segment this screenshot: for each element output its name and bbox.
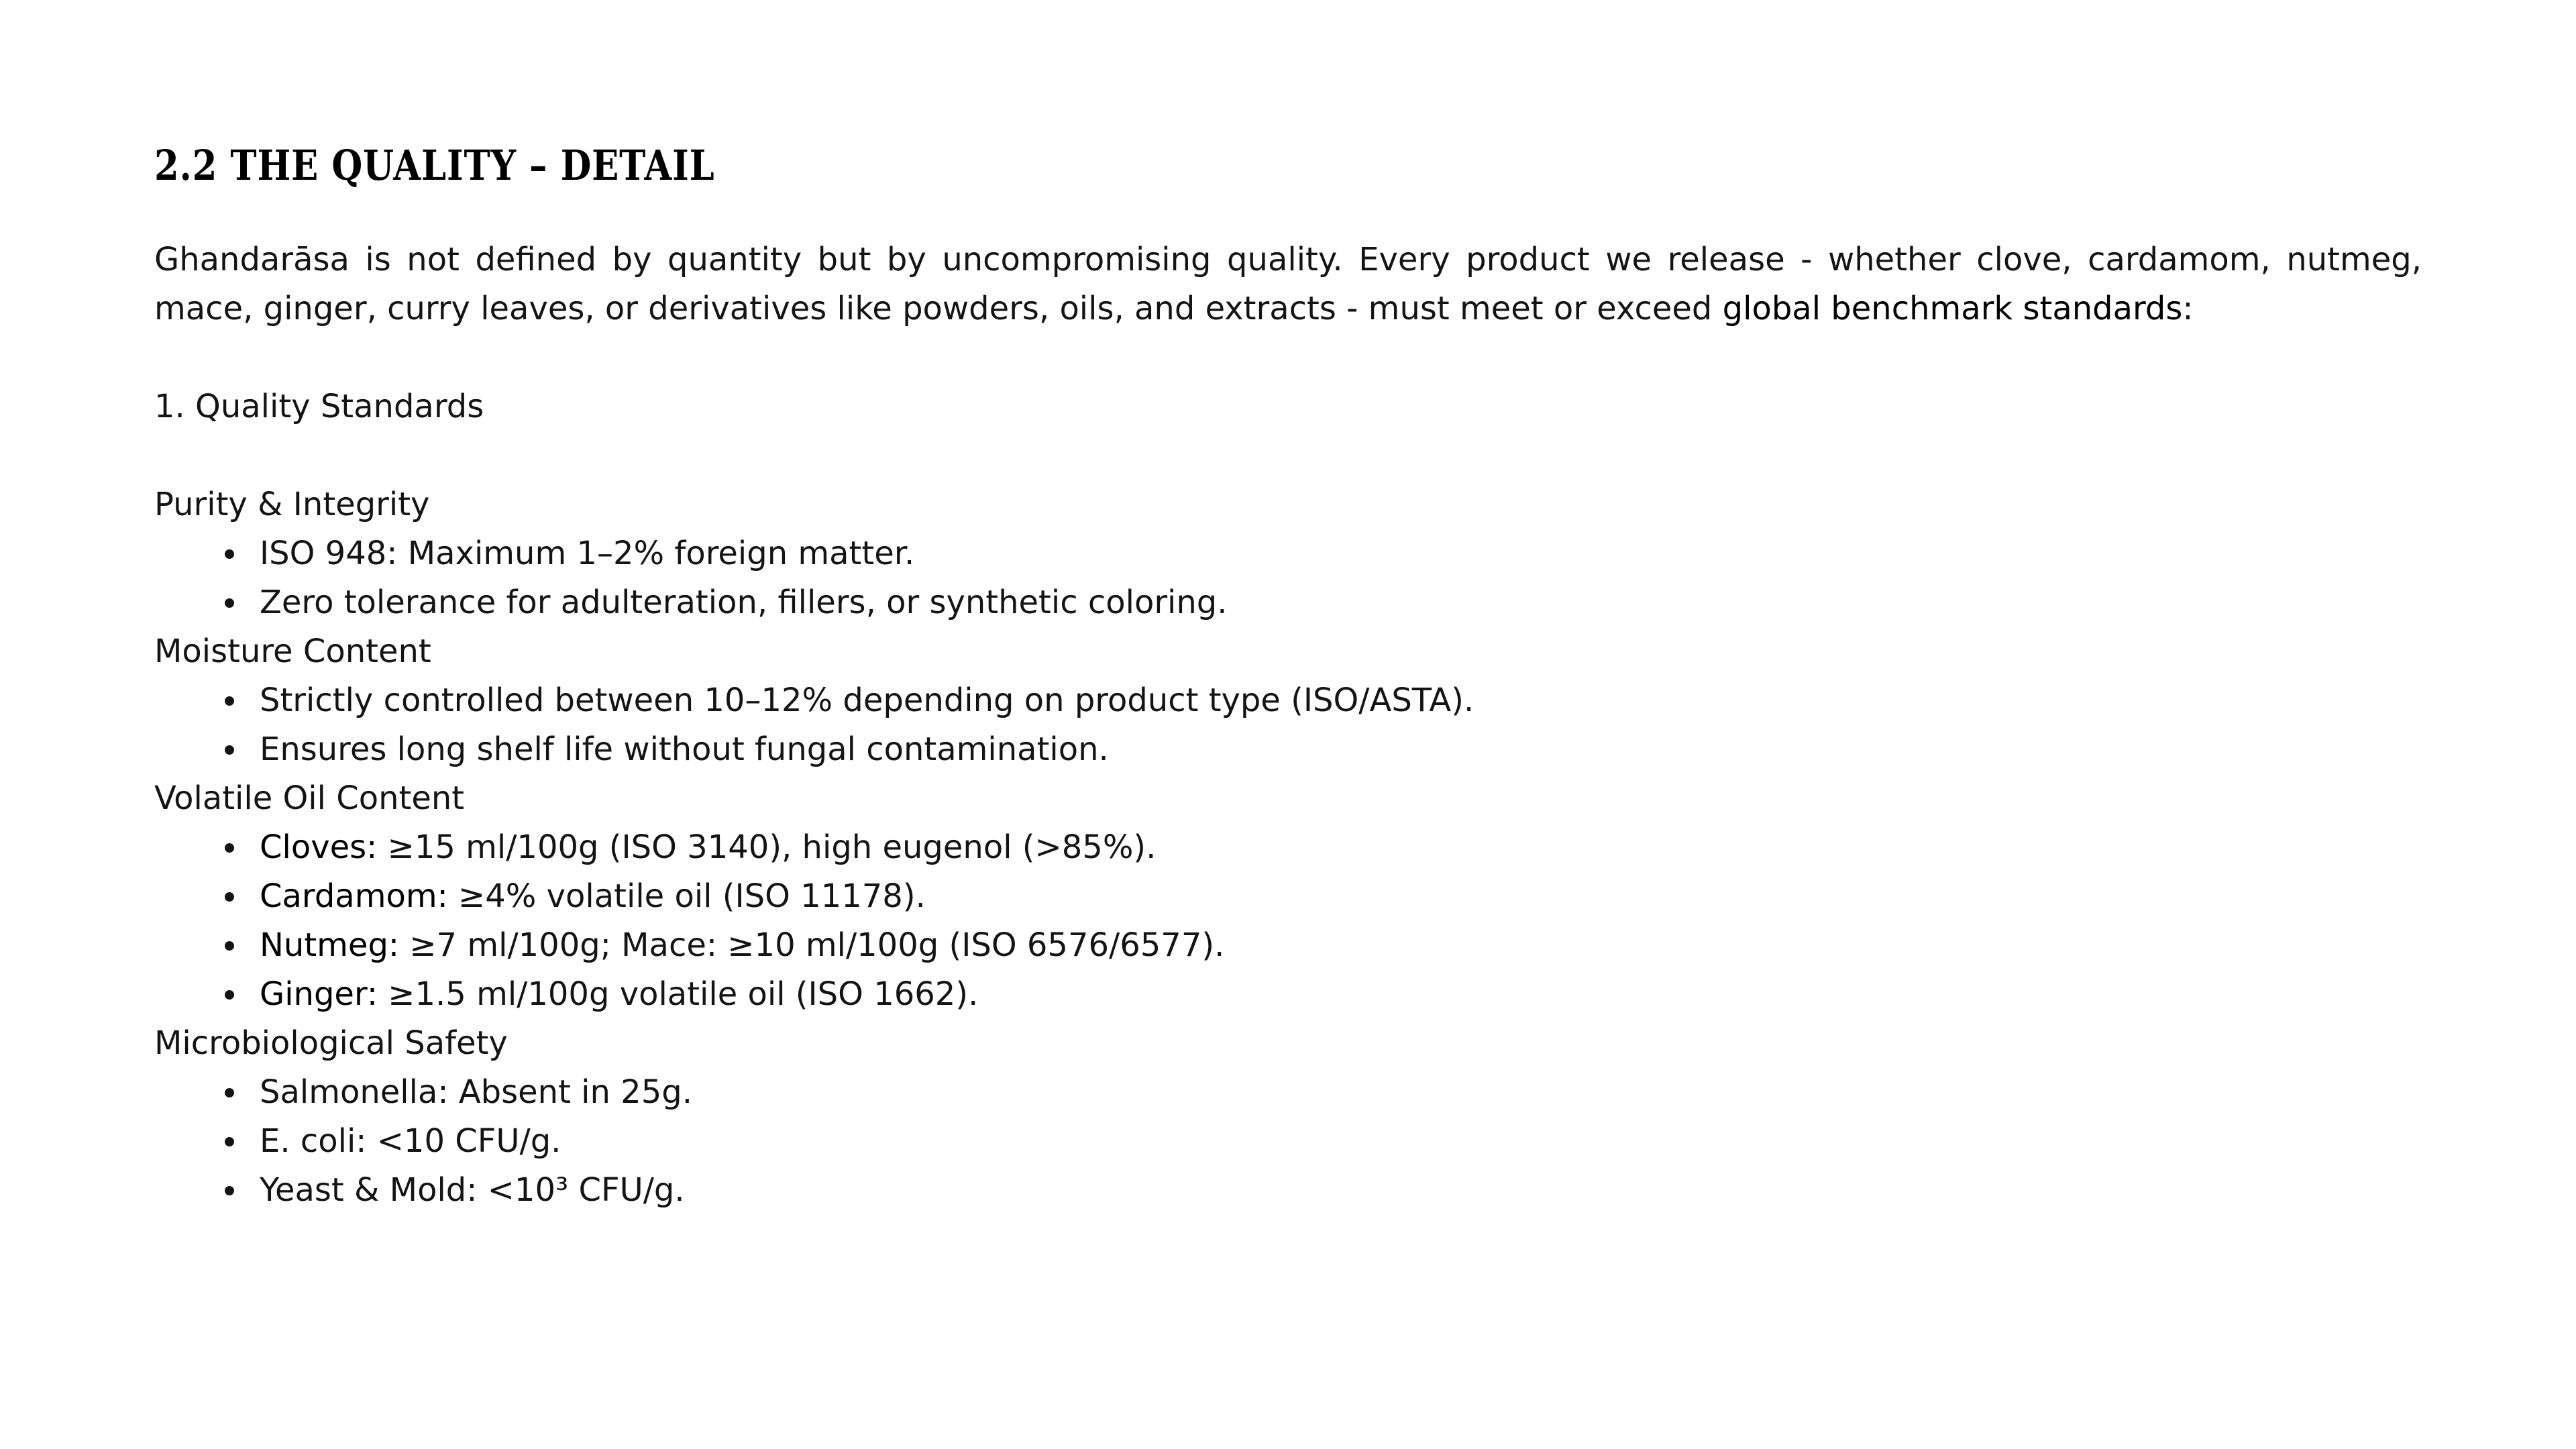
item-text: E. coli: <10 CFU/g. [260, 1122, 561, 1160]
list-item [154, 1068, 2422, 1117]
section-title: 2.2 THE QUALITY – DETAIL [154, 141, 715, 190]
item-text: Zero tolerance for adulteration, fillers, or synthetic coloring. [260, 584, 1228, 621]
list-item [154, 676, 2422, 725]
item-text: Yeast & Mold: <10³ CFU/g. [260, 1171, 685, 1209]
bullet-icon [225, 990, 234, 1000]
item-text: ≥4% volatile oil (ISO 11178). [447, 877, 926, 915]
bullet-list [154, 676, 2422, 774]
list-item [154, 529, 2422, 578]
standard-group-volatile-oil [154, 774, 2422, 1019]
bullet-icon [225, 549, 234, 559]
bullet-icon [225, 941, 234, 951]
standard-group-microbiological [154, 1019, 2422, 1215]
item-lead: Ginger: [260, 975, 378, 1013]
bullet-icon [225, 892, 234, 902]
bullet-icon [225, 843, 234, 853]
bullet-list [154, 529, 2422, 627]
item-text: ≥7 ml/100g; Mace: ≥10 ml/100g (ISO 6576/6577). [399, 926, 1225, 964]
list-item [154, 970, 2422, 1019]
bullet-icon [225, 745, 234, 755]
standard-group-purity [154, 480, 2422, 627]
group-title: Volatile Oil Content [154, 780, 465, 817]
list-item [154, 578, 2422, 627]
intro-emphasis: global benchmark standards [1722, 290, 2183, 327]
item-lead: Cloves: [260, 828, 378, 866]
item-text: ≥1.5 ml/100g volatile oil (ISO 1662). [378, 975, 979, 1013]
bullet-list [154, 1068, 2422, 1215]
group-title: Microbiological Safety [154, 1024, 508, 1062]
quality-standards-heading: 1. Quality Standards [154, 388, 484, 425]
intro-suffix: : [2182, 290, 2194, 327]
bullet-icon [225, 598, 234, 608]
item-text: Ensures long shelf life without fungal contamination. [260, 731, 1109, 768]
standard-group-moisture [154, 627, 2422, 774]
item-text: ≥15 ml/100g (ISO 3140), high eugenol (>85%). [377, 828, 1157, 866]
bullet-icon [225, 1088, 234, 1097]
list-item [154, 921, 2422, 970]
item-text: ISO 948: Maximum 1–2% foreign matter. [260, 535, 915, 572]
bullet-list [154, 823, 2422, 1019]
list-item [154, 1166, 2422, 1215]
bullet-icon [225, 1186, 234, 1195]
item-text: Salmonella: Absent in 25g. [260, 1073, 692, 1111]
group-title: Moisture Content [154, 633, 431, 670]
list-item [154, 1117, 2422, 1166]
list-item [154, 725, 2422, 774]
group-title: Purity & Integrity [154, 486, 430, 523]
intro-text: Ghandarāsa is not defined by quantity but by uncompromising quality. Every product we release - whether clove, cardamom, nutmeg, mace, ginger, curry leaves, or derivatives like powders, oils, and extracts - must meet or exceed [154, 241, 2422, 327]
list-item [154, 823, 2422, 872]
item-lead: Nutmeg: [260, 926, 400, 964]
bullet-icon [225, 1137, 234, 1146]
list-item [154, 872, 2422, 921]
intro-paragraph [154, 235, 2422, 333]
item-text: Strictly controlled between 10–12% depending on product type (ISO/ASTA). [260, 682, 1474, 719]
item-lead: Cardamom: [260, 877, 448, 915]
bullet-icon [225, 696, 234, 706]
quality-standards-list [154, 480, 2422, 1215]
